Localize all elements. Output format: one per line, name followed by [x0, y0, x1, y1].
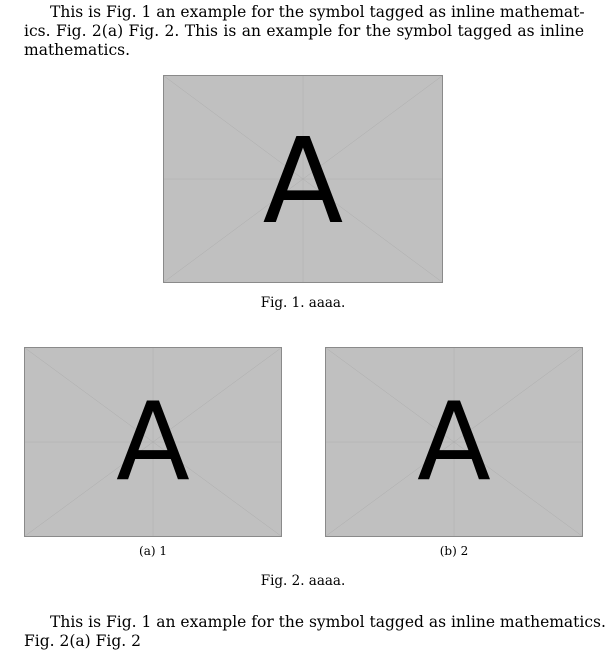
- paragraph-top: [24, 3, 584, 60]
- paragraph-line: ics. Fig. 2(a) Fig. 2. This is an example for the symbol tagged as inline: [24, 22, 584, 40]
- figure-1-placeholder-image: [163, 75, 443, 283]
- paragraph-bottom: [24, 613, 606, 651]
- figure-2-caption: Fig. 2. aaaa.: [260, 573, 346, 589]
- paragraph-line: Fig. 2(a) Fig. 2: [24, 632, 141, 650]
- subfigure-a-caption: (a) 1: [139, 544, 167, 558]
- placeholder-letter: A: [417, 380, 491, 505]
- figure-2a-placeholder-image: [24, 347, 282, 537]
- figure-2b-placeholder-image: [325, 347, 583, 537]
- paragraph-line: This is Fig. 1 an example for the symbol tagged as inline mathemat-: [50, 3, 585, 21]
- figure-1-caption: Fig. 1. aaaa.: [260, 295, 346, 311]
- paragraph-line: This is Fig. 1 an example for the symbol tagged as inline mathematics.: [50, 613, 606, 631]
- paragraph-line: mathematics.: [24, 41, 131, 59]
- placeholder-letter: A: [262, 112, 344, 250]
- subfigure-b-caption: (b) 2: [439, 544, 469, 558]
- placeholder-letter: A: [116, 380, 190, 505]
